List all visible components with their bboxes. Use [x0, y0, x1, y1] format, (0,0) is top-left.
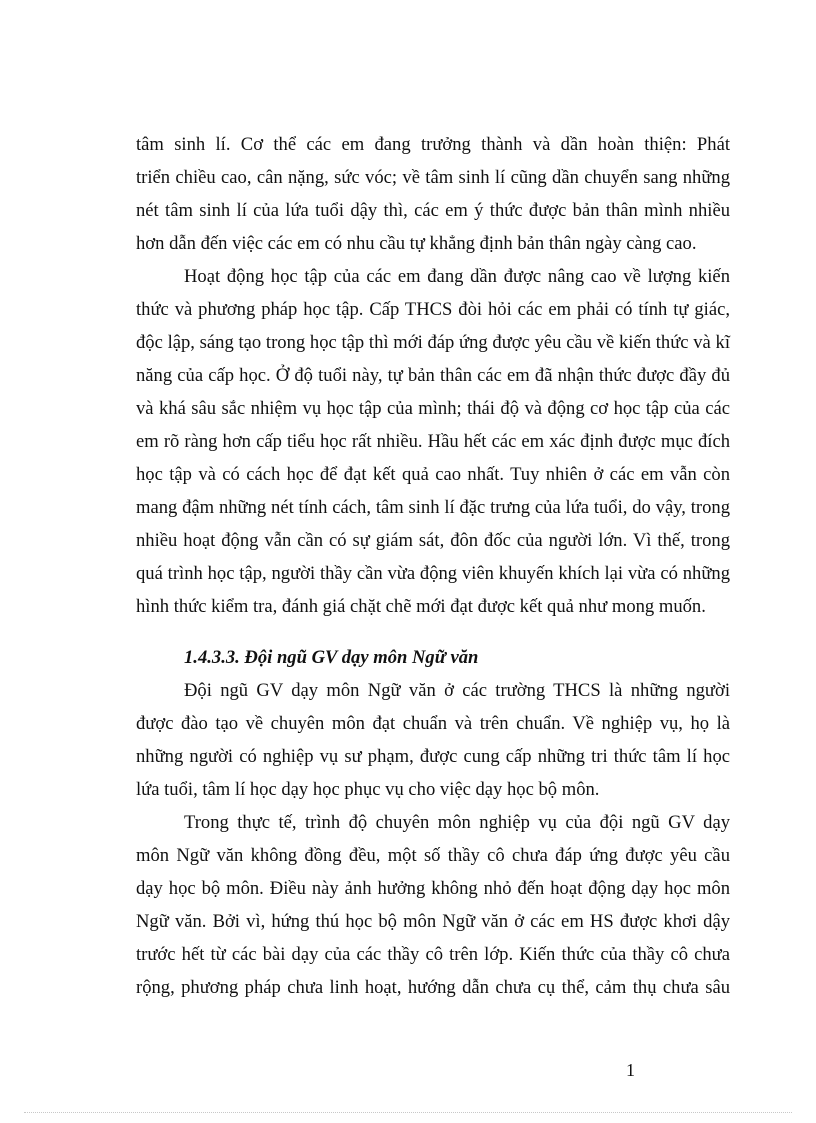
text-line: hình thức kiểm tra, đánh giá chặt chẽ mới đạt được kết quả như mong muốn. — [136, 596, 706, 617]
text-line: dạy học bộ môn. Điều này ảnh hưởng không nhỏ đến hoạt động dạy học môn — [136, 878, 730, 899]
text-line: được đào tạo về chuyên môn đạt chuẩn và trên chuẩn. Về nghiệp vụ, họ là — [136, 713, 730, 734]
text-line: độc lập, sáng tạo trong học tập thì mới đáp ứng được yêu cầu về kiến thức và kĩ — [136, 332, 730, 353]
text-line: nhiều hoạt động vẫn cần có sự giám sát, đôn đốc của người lớn. Vì thế, trong — [136, 530, 730, 551]
text-line: lứa tuổi, tâm lí học dạy học phục vụ cho việc dạy học bộ môn. — [136, 779, 600, 800]
text-line: Ngữ văn. Bởi vì, hứng thú học bộ môn Ngữ văn ở các em HS được khơi dậy — [136, 911, 730, 932]
text-line: học tập và có cách học để đạt kết quả cao nhất. Tuy nhiên ở các em vẫn còn — [136, 464, 730, 485]
text-line: trước hết từ các bài dạy của các thầy cô trên lớp. Kiến thức của thầy cô chưa — [136, 944, 730, 965]
paragraph-learning-activity — [136, 260, 730, 623]
text-line: môn Ngữ văn không đồng đều, một số thầy cô chưa đáp ứng được yêu cầu — [136, 845, 730, 866]
body-text — [136, 128, 730, 1004]
paragraph-teachers — [136, 674, 730, 806]
page-number: 1 — [626, 1060, 635, 1080]
text-line: rộng, phương pháp chưa linh hoạt, hướng dẫn chưa cụ thể, cảm thụ chưa sâu — [136, 977, 730, 998]
text-line: mang đậm những nét tính cách, tâm sinh lí đặc trưng của lứa tuổi, do vậy, trong — [136, 497, 730, 518]
paragraph-reality — [136, 806, 730, 1004]
text-line: Đội ngũ GV dạy môn Ngữ văn ở các trường THCS là những người — [184, 680, 730, 701]
text-line: nét tâm sinh lí của lứa tuổi dậy thì, các em ý thức được bản thân mình nhiều — [136, 200, 730, 221]
text-line: tâm sinh lí. Cơ thể các em đang trưởng thành và dần hoàn thiện: Phát — [136, 134, 730, 155]
paragraph-continuation — [136, 128, 730, 260]
text-line: những người có nghiệp vụ sư phạm, được cung cấp những tri thức tâm lí học — [136, 746, 730, 767]
text-line: quá trình học tập, người thầy cần vừa động viên khuyến khích lại vừa có những — [136, 563, 730, 584]
footer-divider — [24, 1112, 792, 1113]
section-heading: 1.4.3.3. Đội ngũ GV dạy môn Ngữ văn — [184, 647, 479, 668]
text-line: Trong thực tế, trình độ chuyên môn nghiệp vụ của đội ngũ GV dạy — [184, 812, 730, 833]
text-line: thức và phương pháp học tập. Cấp THCS đòi hỏi các em phải có tính tự giác, — [136, 299, 730, 320]
text-line: và khá sâu sắc nhiệm vụ học tập của mình; thái độ và động cơ học tập của các — [136, 398, 730, 419]
text-line: em rõ ràng hơn cấp tiểu học rất nhiều. Hầu hết các em xác định được mục đích — [136, 431, 730, 452]
text-line: hơn dẫn đến việc các em có nhu cầu tự khẳng định bản thân ngày càng cao. — [136, 233, 697, 254]
text-line: triển chiều cao, cân nặng, sức vóc; về tâm sinh lí cũng dần chuyển sang những — [136, 167, 730, 188]
text-line: năng của cấp học. Ở độ tuổi này, tự bản thân các em đã nhận thức được đầy đủ — [136, 365, 730, 386]
text-line: Hoạt động học tập của các em đang dần được nâng cao về lượng kiến — [184, 266, 730, 287]
